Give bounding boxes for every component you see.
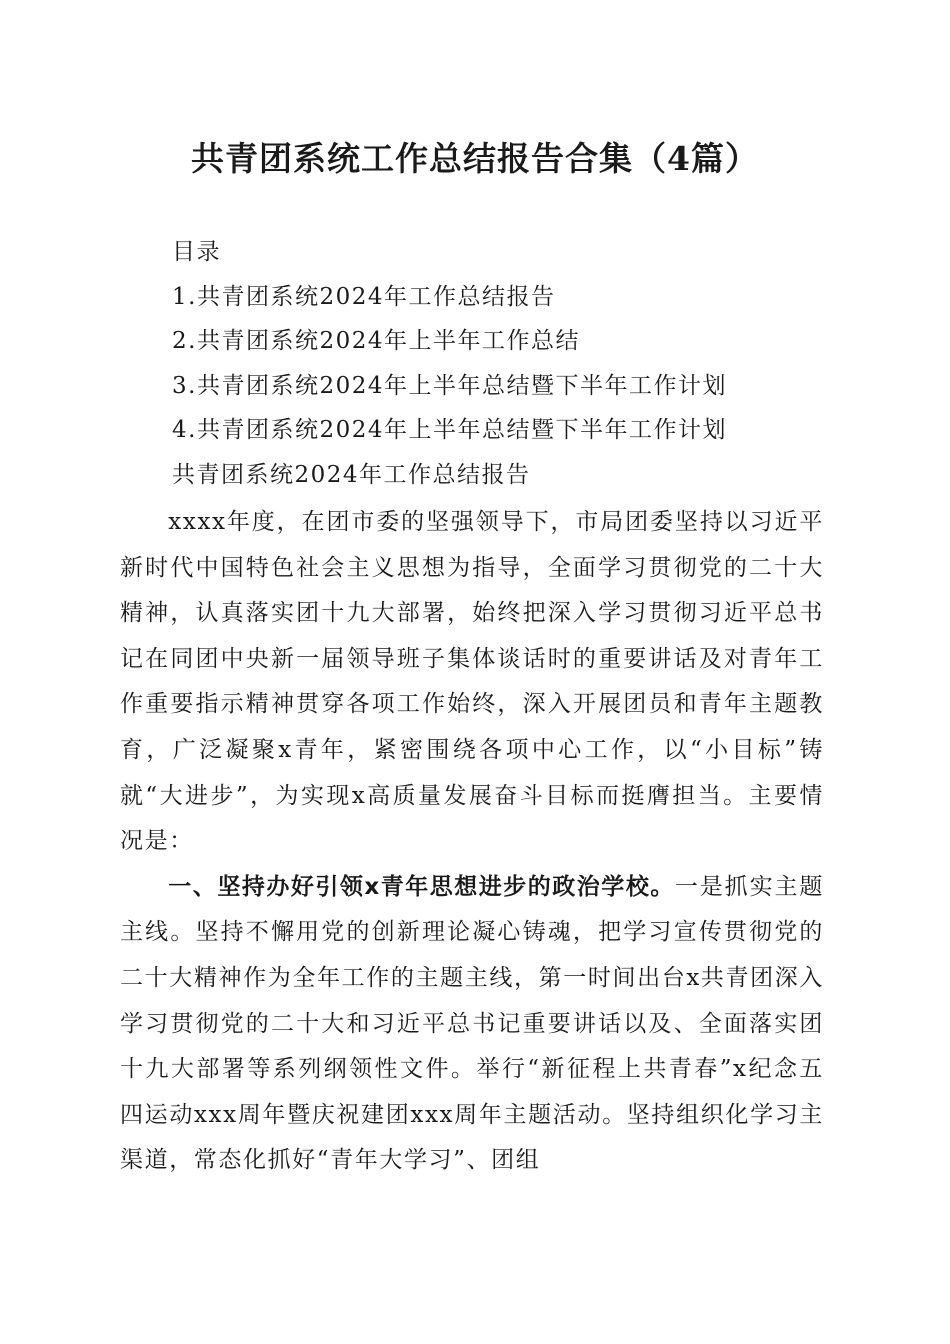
toc-item: 2.共青团系统2024年上半年工作总结	[172, 328, 580, 355]
section-title: 共青团系统2024年工作总结报告	[172, 461, 531, 488]
section-one-paragraph	[120, 865, 824, 1184]
section-one-text: 一是抓实主题主线。坚持不懈用党的创新理论凝心铸魂，把学习宣传贯彻党的二十大精神作为全年工作的主题主线，第一时间出台x共青团深入学习贯彻党的二十大和习近平总书记重要讲话以及、全面落实团十九大部署等系列纲领性文件。举行“新征程上共青春”x纪念五四运动xxx周年暨庆祝建团xxx周年主题活动。坚持组织化学习主渠道，常态化抓好“青年大学习”、团组	[120, 873, 824, 1174]
toc-label: 目录	[172, 239, 221, 265]
toc-item: 4.共青团系统2024年上半年总结暨下半年工作计划	[172, 417, 727, 444]
document-body	[120, 500, 824, 1184]
document-title: 共青团系统工作总结报告合集（4篇）	[191, 139, 759, 178]
intro-paragraph: xxxx年度，在团市委的坚强领导下，市局团委坚持以习近平新时代中国特色社会主义思想为指导，全面学习贯彻党的二十大精神，认真落实团十九大部署，始终把深入学习贯彻习近平总书记在同团中央新一届领导班子集体谈话时的重要讲话及对青年工作重要指示精神贯穿各项工作始终，深入开展团员和青年主题教育，广泛凝聚x青年，紧密围绕各项中心工作，以“小目标”铸就“大进步”，为实现x高质量发展奋斗目标而挺膺担当。主要情况是：	[120, 509, 824, 855]
section-one-heading: 一、坚持办好引领x青年思想进步的政治学校。	[168, 873, 675, 900]
toc-item: 3.共青团系统2024年上半年总结暨下半年工作计划	[172, 372, 727, 399]
toc-item: 1.共青团系统2024年工作总结报告	[172, 283, 556, 310]
table-of-contents	[172, 230, 872, 498]
